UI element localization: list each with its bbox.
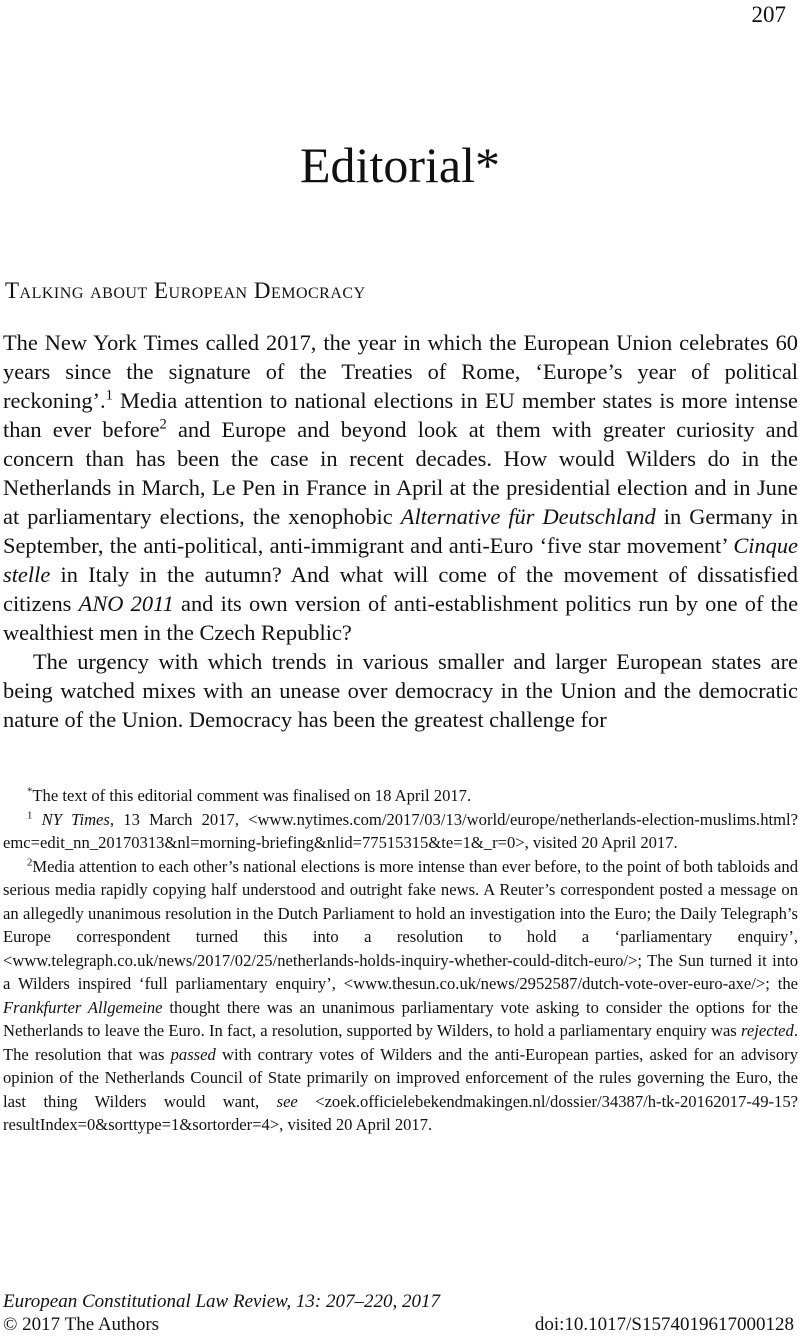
paragraph-1-text-f: and its own version of anti-establishment politics run by one of the wealthiest men in the Czech Republic? bbox=[3, 591, 799, 645]
paragraph-1-italic-1: Alternative für Deutschland bbox=[400, 504, 656, 529]
footnote-2-text-d: with contrary votes of Wilders and the anti-European parties, asked for an advisory opinion of the Netherlands Council of State primarily on improved enforcement of the rules governing the Euro, the last thing Wilders would want, bbox=[3, 1044, 798, 1111]
footnote-2-mark: 2 bbox=[27, 855, 33, 868]
footnote-2-text-e[interactable]: <zoek.officielebekendmakingen.nl/dossier/34387/h-tk-20162017-49-15?resultIndex=0&sorttype=1&sortorder=4>, visited 20 April 2017. bbox=[3, 1091, 798, 1134]
footnote-1 bbox=[3, 808, 798, 855]
page-number: 207 bbox=[751, 2, 786, 27]
footnote-2-text-a[interactable]: Media attention to each other’s national elections is more intense than ever before, to the point of both tabloids and serious media rapidly copying half understood and outright fake news. A Reuter’s correspondent posted a message on an allegedly unanimous resolution in the Dutch Parliament to hold an investigation into the Euro; the Daily Telegraph’s Europe correspondent turned this into a resolution to hold a ‘parliamentary enquiry’, <www.telegraph.co.uk/news/2017/02/25/netherlands-holds-inquiry-whether-could-ditch-euro/>; The Sun turned it into a Wilders inspired ‘full parliamentary enquiry’, <www.thesun.co.uk/news/2952587/dutch-vote-over-euro-axe/>; the bbox=[3, 856, 798, 993]
footnote-2-italic-2: rejected bbox=[741, 1021, 794, 1040]
footnote-2-text-c: . The resolution that was bbox=[3, 1021, 798, 1064]
paragraph-1-italic-3: ANO 2011 bbox=[78, 591, 174, 616]
footer-journal-citation: European Constitutional Law Review, 13: 207–220, 2017 bbox=[3, 1291, 440, 1312]
footnote-star-mark: * bbox=[27, 785, 33, 798]
footnote-2 bbox=[3, 855, 798, 1137]
section-heading: Talking about European Democracy bbox=[5, 278, 366, 303]
footnote-1-text[interactable]: , 13 March 2017, <www.nytimes.com/2017/03/13/world/europe/netherlands-election-muslims.html?emc=edit_nn_20170313&nl=morning-briefing&nlid=77515315&te=1&_r=0>, visited 20 April 2017. bbox=[3, 809, 798, 852]
paragraph-1-text-d: in Germany in September, the anti-political, anti-immigrant and anti-Euro ‘five star movement’ bbox=[3, 504, 798, 558]
footnote-2-italic-1: Frankfurter Allgemeine bbox=[3, 997, 163, 1017]
footnote-1-mark: 1 bbox=[27, 808, 33, 821]
footnote-ref-1[interactable]: 1 bbox=[105, 387, 113, 404]
footer-copyright: © 2017 The Authors bbox=[3, 1314, 160, 1335]
footnote-2-italic-3: passed bbox=[170, 1044, 216, 1064]
footer-doi[interactable]: doi:10.1017/S1574019617000128 bbox=[534, 1314, 794, 1335]
footnote-star bbox=[3, 784, 798, 808]
footnote-1-italic: NY Times bbox=[41, 809, 110, 829]
paragraph-1-text-c: and Europe and beyond look at them with greater curiosity and concern than has been the case in recent decades. How would Wilders do in the Netherlands in March, Le Pen in France in April at the presidential election and in June at parliamentary elections, the xenophobic bbox=[3, 417, 798, 529]
footnote-ref-2[interactable]: 2 bbox=[159, 416, 167, 433]
page-title: Editorial* bbox=[300, 137, 500, 193]
paragraph-1-text-b: Media attention to national elections in EU member states is more intense than ever before bbox=[3, 388, 798, 442]
paragraph-1-text-e: in Italy in the autumn? And what will come of the movement of dissatisfied citizens bbox=[3, 562, 798, 616]
paragraph-1-italic-2: Cinque stelle bbox=[3, 533, 798, 587]
footnotes bbox=[3, 784, 798, 1137]
footnote-2-text-b: thought there was an unanimous parliamentary vote asking to consider the options for the Netherlands to leave the Euro. In fact, a resolution, supported by Wilders, to hold a parliamentary enquiry was bbox=[3, 997, 799, 1040]
article-body bbox=[3, 328, 798, 734]
paragraph-1 bbox=[3, 328, 798, 647]
paragraph-1-text-a: The New York Times called 2017, the year in which the European Union celebrates 60 years since the signature of the Treaties of Rome, ‘Europe’s year of political reckoning’. bbox=[3, 330, 798, 413]
paragraph-2: The urgency with which trends in various smaller and larger European states are being watched mixes with an unease over democracy in the Union and the democratic nature of the Union. Democracy has been the greatest challenge for bbox=[3, 649, 798, 732]
footnote-2-italic-4: see bbox=[276, 1091, 298, 1111]
footnote-star-text: The text of this editorial comment was finalised on 18 April 2017. bbox=[32, 786, 472, 805]
